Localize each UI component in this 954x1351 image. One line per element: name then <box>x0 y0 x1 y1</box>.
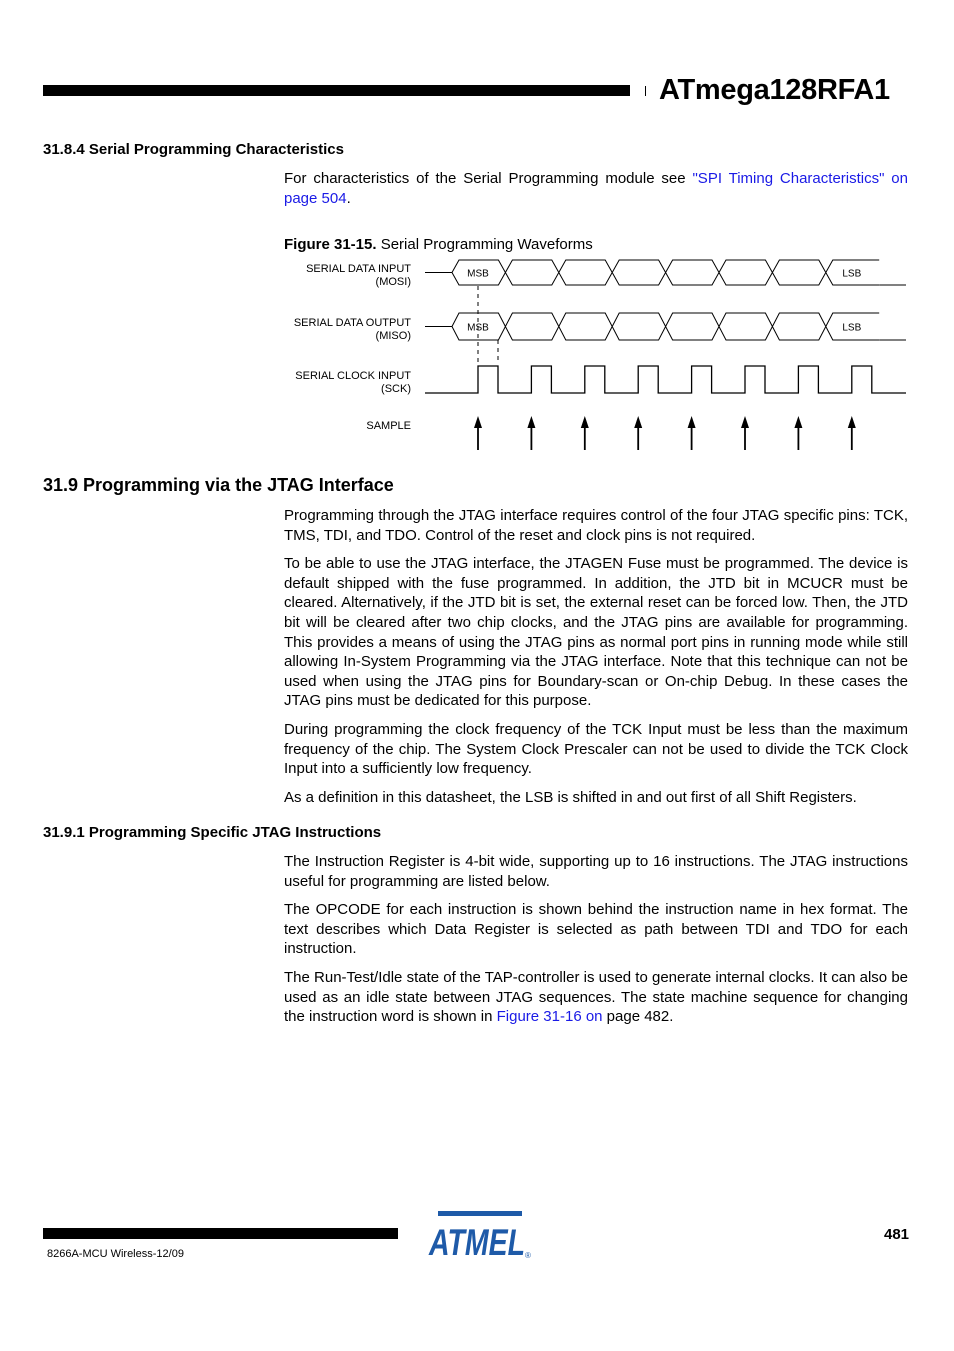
bit-cell <box>826 313 879 340</box>
miso-label-line2: (MISO) <box>375 330 411 342</box>
msb-label: MSB <box>467 268 489 280</box>
bit-cell <box>452 260 505 285</box>
footer-bar <box>43 1228 398 1239</box>
clock-signal <box>425 366 906 393</box>
sample-arrow-head <box>741 416 749 428</box>
miso-label-line1: SERIAL DATA OUTPUT <box>293 317 411 329</box>
sample-label: SAMPLE <box>366 420 411 432</box>
spi-timing-link[interactable]: "SPI Timing Characteristics" on page 504 <box>284 170 908 207</box>
bit-cell <box>505 260 558 285</box>
figure-31-16-link[interactable]: Figure 31-16 on <box>496 1008 603 1026</box>
paragraph: As a definition in this datasheet, the LSB is shifted in and out first of all Shift Registers. <box>284 788 857 806</box>
atmel-logo <box>428 1209 532 1259</box>
bit-cell <box>612 313 665 340</box>
bit-cell <box>505 313 558 340</box>
sample-arrow-head <box>474 416 482 428</box>
bit-cell <box>826 260 879 285</box>
paragraph-text: The Run-Test/Idle state of the TAP-controller is used to generate internal clocks. It can also be used as an idle state between JTAG sequences. The state machine sequence for changing the instruction word is shown in <box>284 968 908 1026</box>
paragraph: Programming through the JTAG interface requires control of the four JTAG specific pins: TCK, TMS, TDI, and TDO. Control of the reset and clock pins is not required. <box>284 507 908 544</box>
section-heading-31-9: 31.9 Programming via the JTAG Interface <box>43 475 394 495</box>
jtag-instructions-body <box>284 852 908 1027</box>
bit-cell <box>666 313 719 340</box>
bit-cell <box>719 260 772 285</box>
serial-programming-paragraph <box>284 169 908 208</box>
mosi-waveform <box>425 260 906 285</box>
paragraph: To be able to use the JTAG interface, the JTAGEN Fuse must be programmed. The device is default shipped with the fuse programmed. In addition, the JTD bit in MCUCR must be cleared. Alternatively, if the JTD bit is set, the external reset can be forced low. Then, the JTD bit will be cleared after two chip clocks, and the JTAG pins are available for programming. This provides a means of using the JTAG pins as normal port pins in running mode while still allowing In-System Programming via the JTAG interface. Note that this technique can not be used when using the JTAG pins for Boundary-scan or On-chip Debug. In these cases the JTAG pins must be dedicated for this purpose. <box>284 555 908 710</box>
bit-cell <box>452 313 505 340</box>
page-number: 481 <box>884 1226 910 1243</box>
header-divider <box>645 86 646 96</box>
sample-arrow-head <box>527 416 535 428</box>
mosi-label-line2: (MOSI) <box>375 276 411 288</box>
paragraph: The OPCODE for each instruction is shown behind the instruction name in hex format. The text describes which Data Register is selected as path between TDI and TDO for each instruction. <box>284 901 908 958</box>
sample-arrow-head <box>848 416 856 428</box>
msb-label: MSB <box>467 322 489 334</box>
paragraph: The Instruction Register is 4-bit wide, supporting up to 16 instructions. The JTAG instructions useful for programming are listed below. <box>284 853 908 890</box>
bit-cell <box>559 260 612 285</box>
mosi-label-line1: SERIAL DATA INPUT <box>306 263 411 275</box>
section-heading-31-9-1: 31.9.1 Programming Specific JTAG Instructions <box>43 824 382 841</box>
bit-cell <box>772 260 825 285</box>
sample-arrow-head <box>581 416 589 428</box>
footer-document-id: 8266A-MCU Wireless-12/09 <box>47 1248 184 1260</box>
sck-label-line1: SERIAL CLOCK INPUT <box>295 370 411 382</box>
paragraph-text: For characteristics of the Serial Programming module see <box>284 170 693 187</box>
figure-caption <box>284 236 593 253</box>
paragraph-text: . <box>346 189 351 207</box>
document-title: ATmega128RFA1 <box>659 74 890 106</box>
miso-waveform <box>425 313 906 340</box>
lsb-label: LSB <box>842 268 862 280</box>
sample-arrow-head <box>634 416 642 428</box>
figure-label: Figure 31-15. <box>284 236 377 253</box>
bit-cell <box>772 313 825 340</box>
bit-cell <box>612 260 665 285</box>
bit-cell <box>559 313 612 340</box>
bit-cell <box>719 313 772 340</box>
bit-cell <box>666 260 719 285</box>
registered-mark: ® <box>525 1251 531 1259</box>
logo-wordmark: ATMEL <box>428 1222 525 1259</box>
sample-arrows <box>474 416 856 450</box>
paragraph <box>284 968 908 1027</box>
header-bar <box>43 85 630 96</box>
sck-waveform <box>425 366 906 393</box>
sample-arrow-head <box>688 416 696 428</box>
timing-guide-lines <box>478 286 498 362</box>
paragraph: During programming the clock frequency of the TCK Input must be less than the maximum frequency of the chip. The System Clock Prescaler can not be used to divide the TCK Clock Input into a sufficiently low frequency. <box>284 720 908 778</box>
lsb-label: LSB <box>842 322 862 334</box>
figure-title: Serial Programming Waveforms <box>376 236 593 253</box>
section-heading-31-8-4: 31.8.4 Serial Programming Characteristics <box>43 141 344 158</box>
sample-arrow-head <box>794 416 802 428</box>
paragraph-text: page 482. <box>602 1008 674 1026</box>
sck-label-line2: (SCK) <box>381 383 411 395</box>
jtag-section-body <box>284 506 908 807</box>
